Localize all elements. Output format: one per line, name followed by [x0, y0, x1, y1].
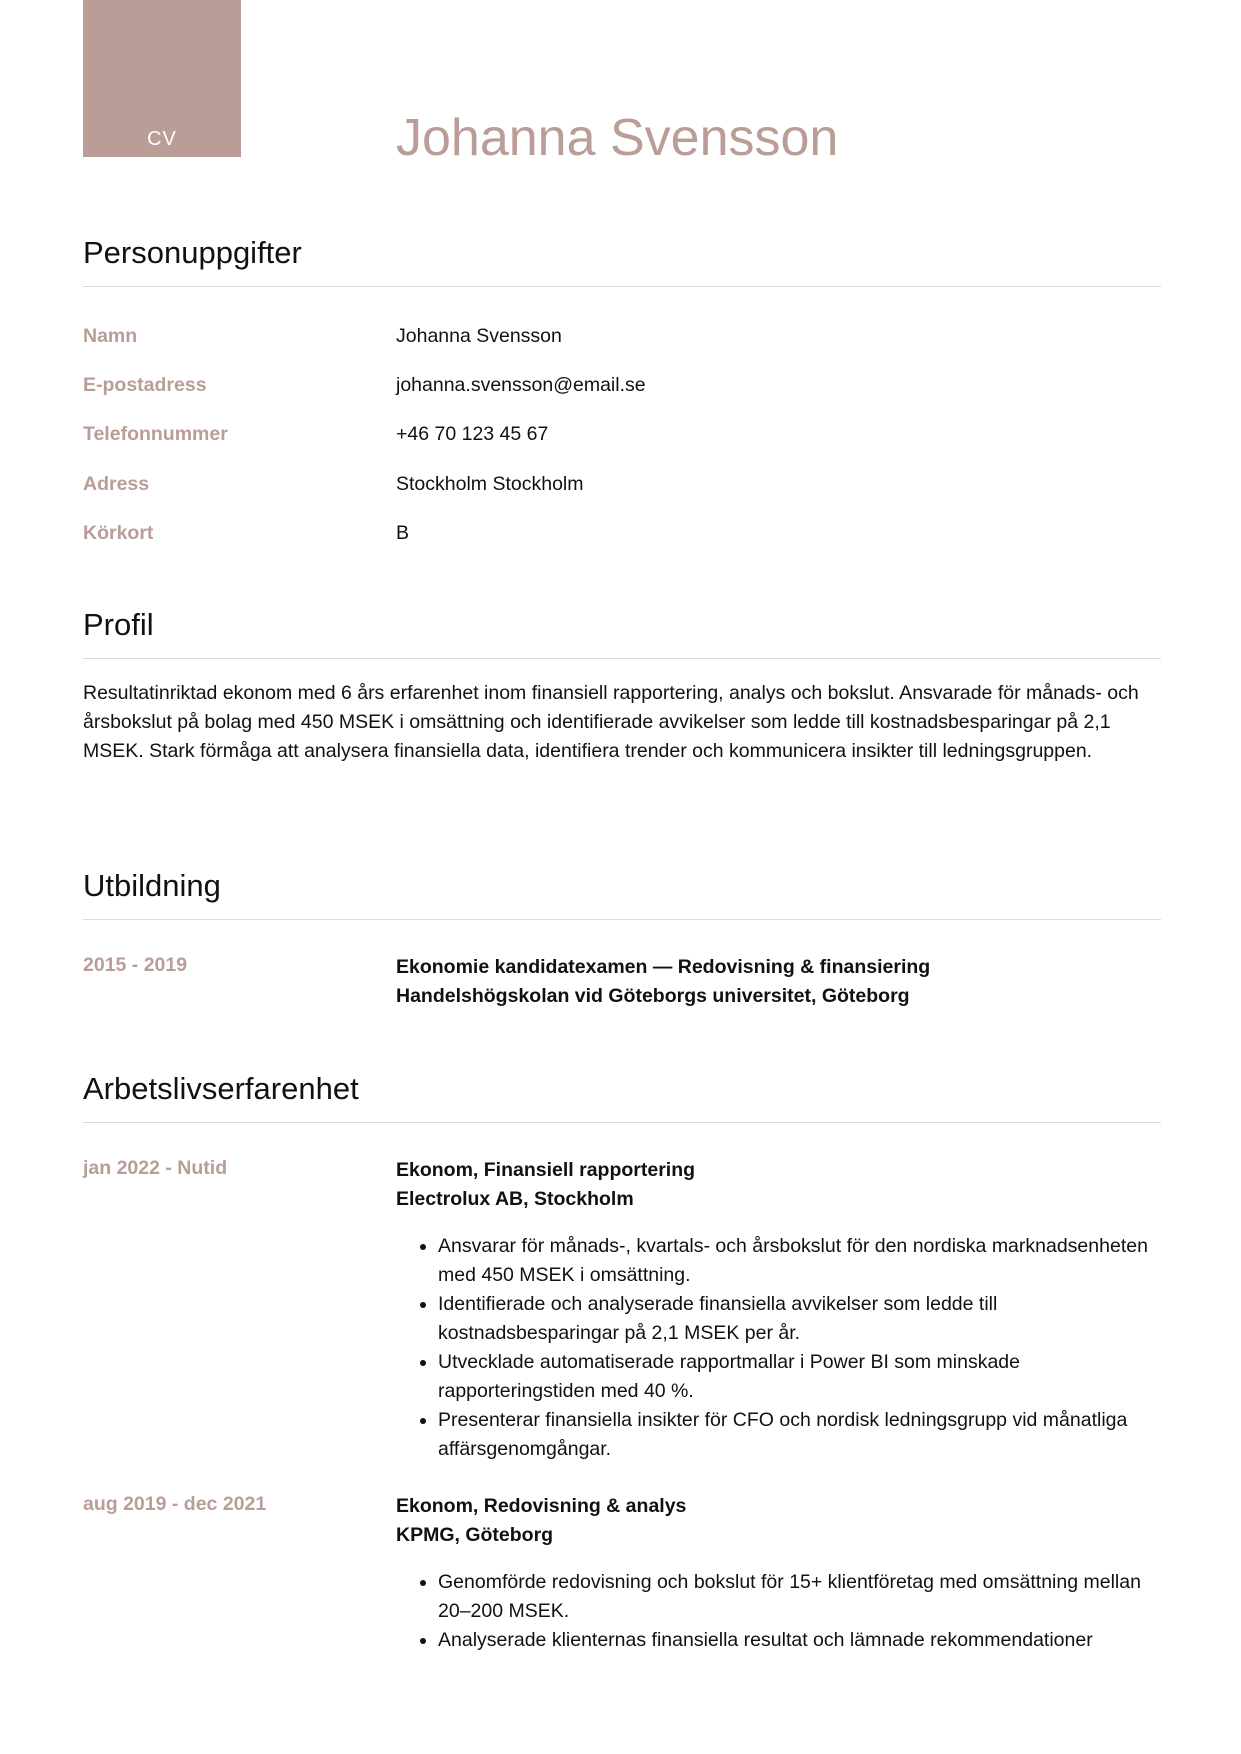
list-item: • Analyserade klienternas finansiella resultat och lämnade rekommendationer	[438, 1626, 1163, 1655]
field-value: Johanna Svensson	[396, 325, 562, 347]
list-item: • Identifierade och analyserade finansiella avvikelser som ledde till kostnadsbesparingar på 2,1 MSEK per år.	[438, 1290, 1163, 1348]
field-value: +46 70 123 45 67	[396, 423, 549, 445]
field-label: Namn	[83, 325, 138, 347]
photo-placeholder	[83, 0, 241, 157]
field-label: Telefonnummer	[83, 423, 228, 445]
section-education	[83, 867, 1161, 1007]
candidate-name: Johanna Svensson	[396, 109, 839, 167]
entry-period: aug 2019 - dec 2021	[83, 1493, 267, 1515]
section-divider	[83, 919, 1161, 920]
list-item: • Utvecklade automatiserade rapportmallar i Power BI som minskade rapporteringstiden med 40 %.	[438, 1348, 1163, 1406]
field-value: B	[396, 522, 410, 544]
entry-title: Ekonom, Redovisning & analys	[396, 1495, 687, 1517]
list-item: • Ansvarar för månads-, kvartals- och årsbokslut för den nordiska marknadsenheten med 450 MSEK i omsättning.	[438, 1232, 1163, 1290]
entry-period: 2015 - 2019	[83, 954, 188, 976]
entry-place: Electrolux AB, Stockholm	[396, 1188, 634, 1210]
section-profile	[83, 606, 1161, 762]
section-heading-education: Utbildning	[83, 868, 221, 903]
section-divider	[83, 1122, 1161, 1123]
experience-bullets-1	[396, 1232, 1163, 1464]
photo-label: CV	[147, 128, 177, 150]
field-label: E-postadress	[83, 374, 207, 396]
field-value: Stockholm Stockholm	[396, 473, 584, 495]
list-item: • Presenterar finansiella insikter för CFO och nordisk ledningsgrupp vid månatliga affärsgenomgångar.	[438, 1406, 1163, 1464]
entry-title: Ekonomie kandidatexamen — Redovisning & finansiering	[396, 956, 931, 978]
section-heading-profile: Profil	[83, 607, 154, 642]
section-heading-experience: Arbetslivserfarenhet	[83, 1071, 359, 1106]
experience-bullets-2	[396, 1568, 1163, 1655]
section-experience	[83, 1070, 1161, 1651]
entry-place: Handelshögskolan vid Göteborgs universitet, Göteborg	[396, 985, 910, 1007]
entry-title: Ekonom, Finansiell rapportering	[396, 1159, 696, 1181]
section-personal	[83, 234, 1161, 544]
section-heading-personal: Personuppgifter	[83, 235, 302, 270]
section-divider	[83, 658, 1161, 659]
field-label: Adress	[83, 473, 150, 495]
field-value: johanna.svensson@email.se	[396, 374, 646, 396]
section-divider	[83, 286, 1161, 287]
field-label: Körkort	[83, 522, 154, 544]
profile-summary: Resultatinriktad ekonom med 6 års erfarenhet inom finansiell rapportering, analys och bokslut. Ansvarade för månads- och årsbokslut på bolag med 450 MSEK i omsättning och identifierade avvikelser som ledde till kostnadsbesparingar på 2,1 MSEK. Stark förmåga att analysera finansiella data, identifiera trender och kommunicera insikter till ledningsgruppen.	[83, 682, 1139, 762]
entry-place: KPMG, Göteborg	[396, 1524, 554, 1546]
list-item: • Genomförde redovisning och bokslut för 15+ klientföretag med omsättning mellan 20–200 MSEK.	[438, 1568, 1163, 1626]
entry-period: jan 2022 - Nutid	[83, 1157, 228, 1179]
